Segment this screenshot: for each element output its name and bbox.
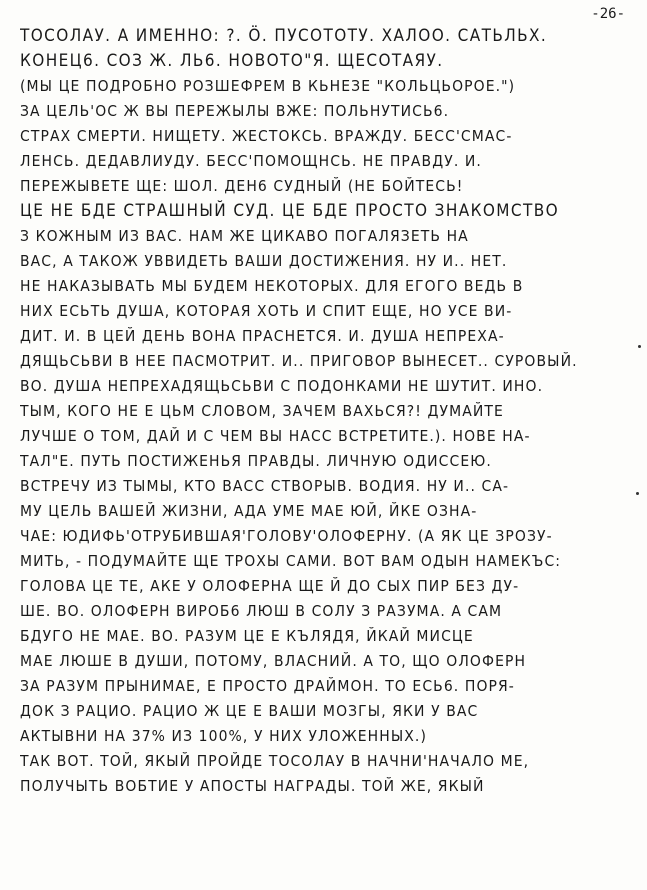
text-line: ЦЕ НЕ БДЕ СТРАШНЫЙ СУД. ЦЕ БДЕ ПРОСТО ЗНАКОМСТВО: [20, 201, 560, 221]
text-line: АКТЫВНИ НА 37% ИЗ 100%, У НИХ УЛОЖЕННЫХ.): [20, 727, 427, 745]
page-number: -26-: [591, 6, 625, 22]
text-line: ТАК ВОТ. ТОЙ, ЯКЫЙ ПРОЙДЕ ТОСОЛАУ В НАЧНИ'НАЧАЛО ME,: [20, 752, 530, 770]
text-line: НИХ ЕСЬТЬ ДУША, КОТОРАЯ ХОТЬ И СПИТ ЕЩЕ, НО УСЕ ВИ-: [20, 302, 513, 320]
text-line: ВО. ДУША НЕПРЕХАДЯЩЬСЬВИ С ПОДОНКАМИ НЕ ШУТИТ. ИНО.: [20, 377, 544, 395]
handwritten-text-block: [20, 24, 632, 799]
text-line: МАЕ ЛЮШЕ В ДУШИ, ПОТОМУ, ВЛАСНИЙ. А ТО, ЩО ОЛОФЕРН: [20, 652, 527, 670]
text-line: ДЯЩЬСЬВИ В НЕЕ ПАСМОТРИТ. И.. ПРИГОВОР ВЫНЕСЕТ.. СУРОВЫЙ.: [20, 352, 578, 370]
text-line: ГОЛОВА ЦЕ ТЕ, АКЕ У ОЛОФЕРНА ЩЕ Й ДО СЫХ ПИР БЕЗ ДУ-: [20, 577, 520, 595]
text-line: ДОК З РАЦИО. РАЦИО Ж ЦЕ Е ВАШИ МОЗГЫ, ЯКИ У ВАС: [20, 702, 479, 720]
margin-dot: [636, 492, 639, 495]
text-line: ШЕ. ВО. ОЛОФЕРН ВИРОБ6 ЛЮШ В СОЛУ З РАЗУМА. А САМ: [20, 602, 503, 620]
text-line: ВАС, А ТАКОЖ УВВИДЕТЬ ВАШИ ДОСТИЖЕНИЯ. НУ И.. НЕТ.: [20, 252, 508, 270]
text-line: ЛУЧШЕ О ТОМ, ДАЙ И С ЧЕМ ВЫ НАСС ВСТРЕТИТЕ.). НОВЕ НА-: [20, 427, 531, 445]
text-line: ПОЛУЧЫТЬ ВОБТИЕ У АПОСТЫ НАГРАДЫ. ТОЙ ЖЕ, ЯКЫЙ: [20, 777, 485, 795]
text-line: ЛЕНСЬ. ДЕДАВЛИУДУ. БЕСС'ПОМОЩНСЬ. НЕ ПРАВДУ. И.: [20, 152, 482, 170]
text-line: КОНЕЦ6. СОЗ Ж. ЛЬ6. НОВОТО"Я. ЩЕСОТАЯУ.: [20, 51, 444, 71]
text-line: ЗА РАЗУМ ПРЫНИМАЕ, Е ПРОСТО ДРАЙМОН. ТО ЕСЬ6. ПОРЯ-: [20, 677, 515, 695]
text-line: МУ ЦЕЛЬ ВАШЕЙ ЖИЗНИ, АДА УМЕ МАЕ ЮЙ, ЙКЕ ОЗНА-: [20, 502, 478, 520]
text-line: ТАЛ"Е. ПУТЬ ПОСТИЖЕНЬЯ ПРАВДЫ. ЛИЧНУЮ ОДИССЕЮ.: [20, 452, 492, 470]
text-line: (МЫ ЦЕ ПОДРОБНО РОЗШЕФРЕМ В КЬНЕЗЕ "КОЛЬЦЬОРОЕ."): [20, 77, 516, 95]
margin-dot: [638, 345, 641, 348]
text-line: ВСТРЕЧУ ИЗ ТЫМЫ, КТО ВАСС СТВОРЫВ. ВОДИЯ. НУ И.. СА-: [20, 477, 510, 495]
text-line: ПЕРЕЖЫВЕТЕ ЩЕ: ШОЛ. ДЕН6 СУДНЫЙ (НЕ БОЙТЕСЬ!: [20, 177, 464, 195]
text-line: БДУГО НЕ МАЕ. ВО. РАЗУМ ЦЕ Е КЪЛЯДЯ, ЙКАЙ МИСЦЕ: [20, 627, 474, 645]
text-line: СТРАХ СМЕРТИ. НИЩЕТУ. ЖЕСТОКСЬ. ВРАЖДУ. БЕСС'СМАС-: [20, 127, 513, 145]
text-line: ТЫМ, КОГО НЕ Е ЦЬМ СЛОВОМ, ЗАЧЕМ ВАХЬСЯ?! ДУМАЙТЕ: [20, 402, 504, 420]
text-line: ЧАЕ: ЮДИФЬ'ОТРУБИВШАЯ'ГОЛОВУ'ОЛОФЕРНУ. (А ЯК ЦЕ ЗРОЗУ-: [20, 527, 553, 545]
text-line: ЗА ЦЕЛЬ'ОС Ж ВЫ ПЕРЕЖЫЛЫ ВЖЕ: ПОЛЬНУТИСЬ6.: [20, 102, 450, 120]
text-line: МИТЬ, - ПОДУМАЙТЕ ЩЕ ТРОХЫ САМИ. ВОТ ВАМ ОДЫН НАМЕКЪС:: [20, 552, 562, 570]
text-line: НЕ НАКАЗЫВАТЬ МЫ БУДЕМ НЕКОТОРЫХ. ДЛЯ ЕГОГО ВЕДЬ В: [20, 277, 524, 295]
text-line: ДИТ. И. В ЦЕЙ ДЕНЬ ВОНА ПРАСНЕТСЯ. И. ДУША НЕПРЕХА-: [20, 327, 505, 345]
text-line: З КОЖНЫМ ИЗ ВАС. НАМ ЖЕ ЦИКАВО ПОГАЛЯЗЕТЬ НА: [20, 227, 469, 245]
text-line: ТОСОЛАУ. А ИМЕННО: ?. Ӧ. ПУСОТОТУ. ХАЛОО. САТЬЛЬХ.: [20, 26, 548, 46]
